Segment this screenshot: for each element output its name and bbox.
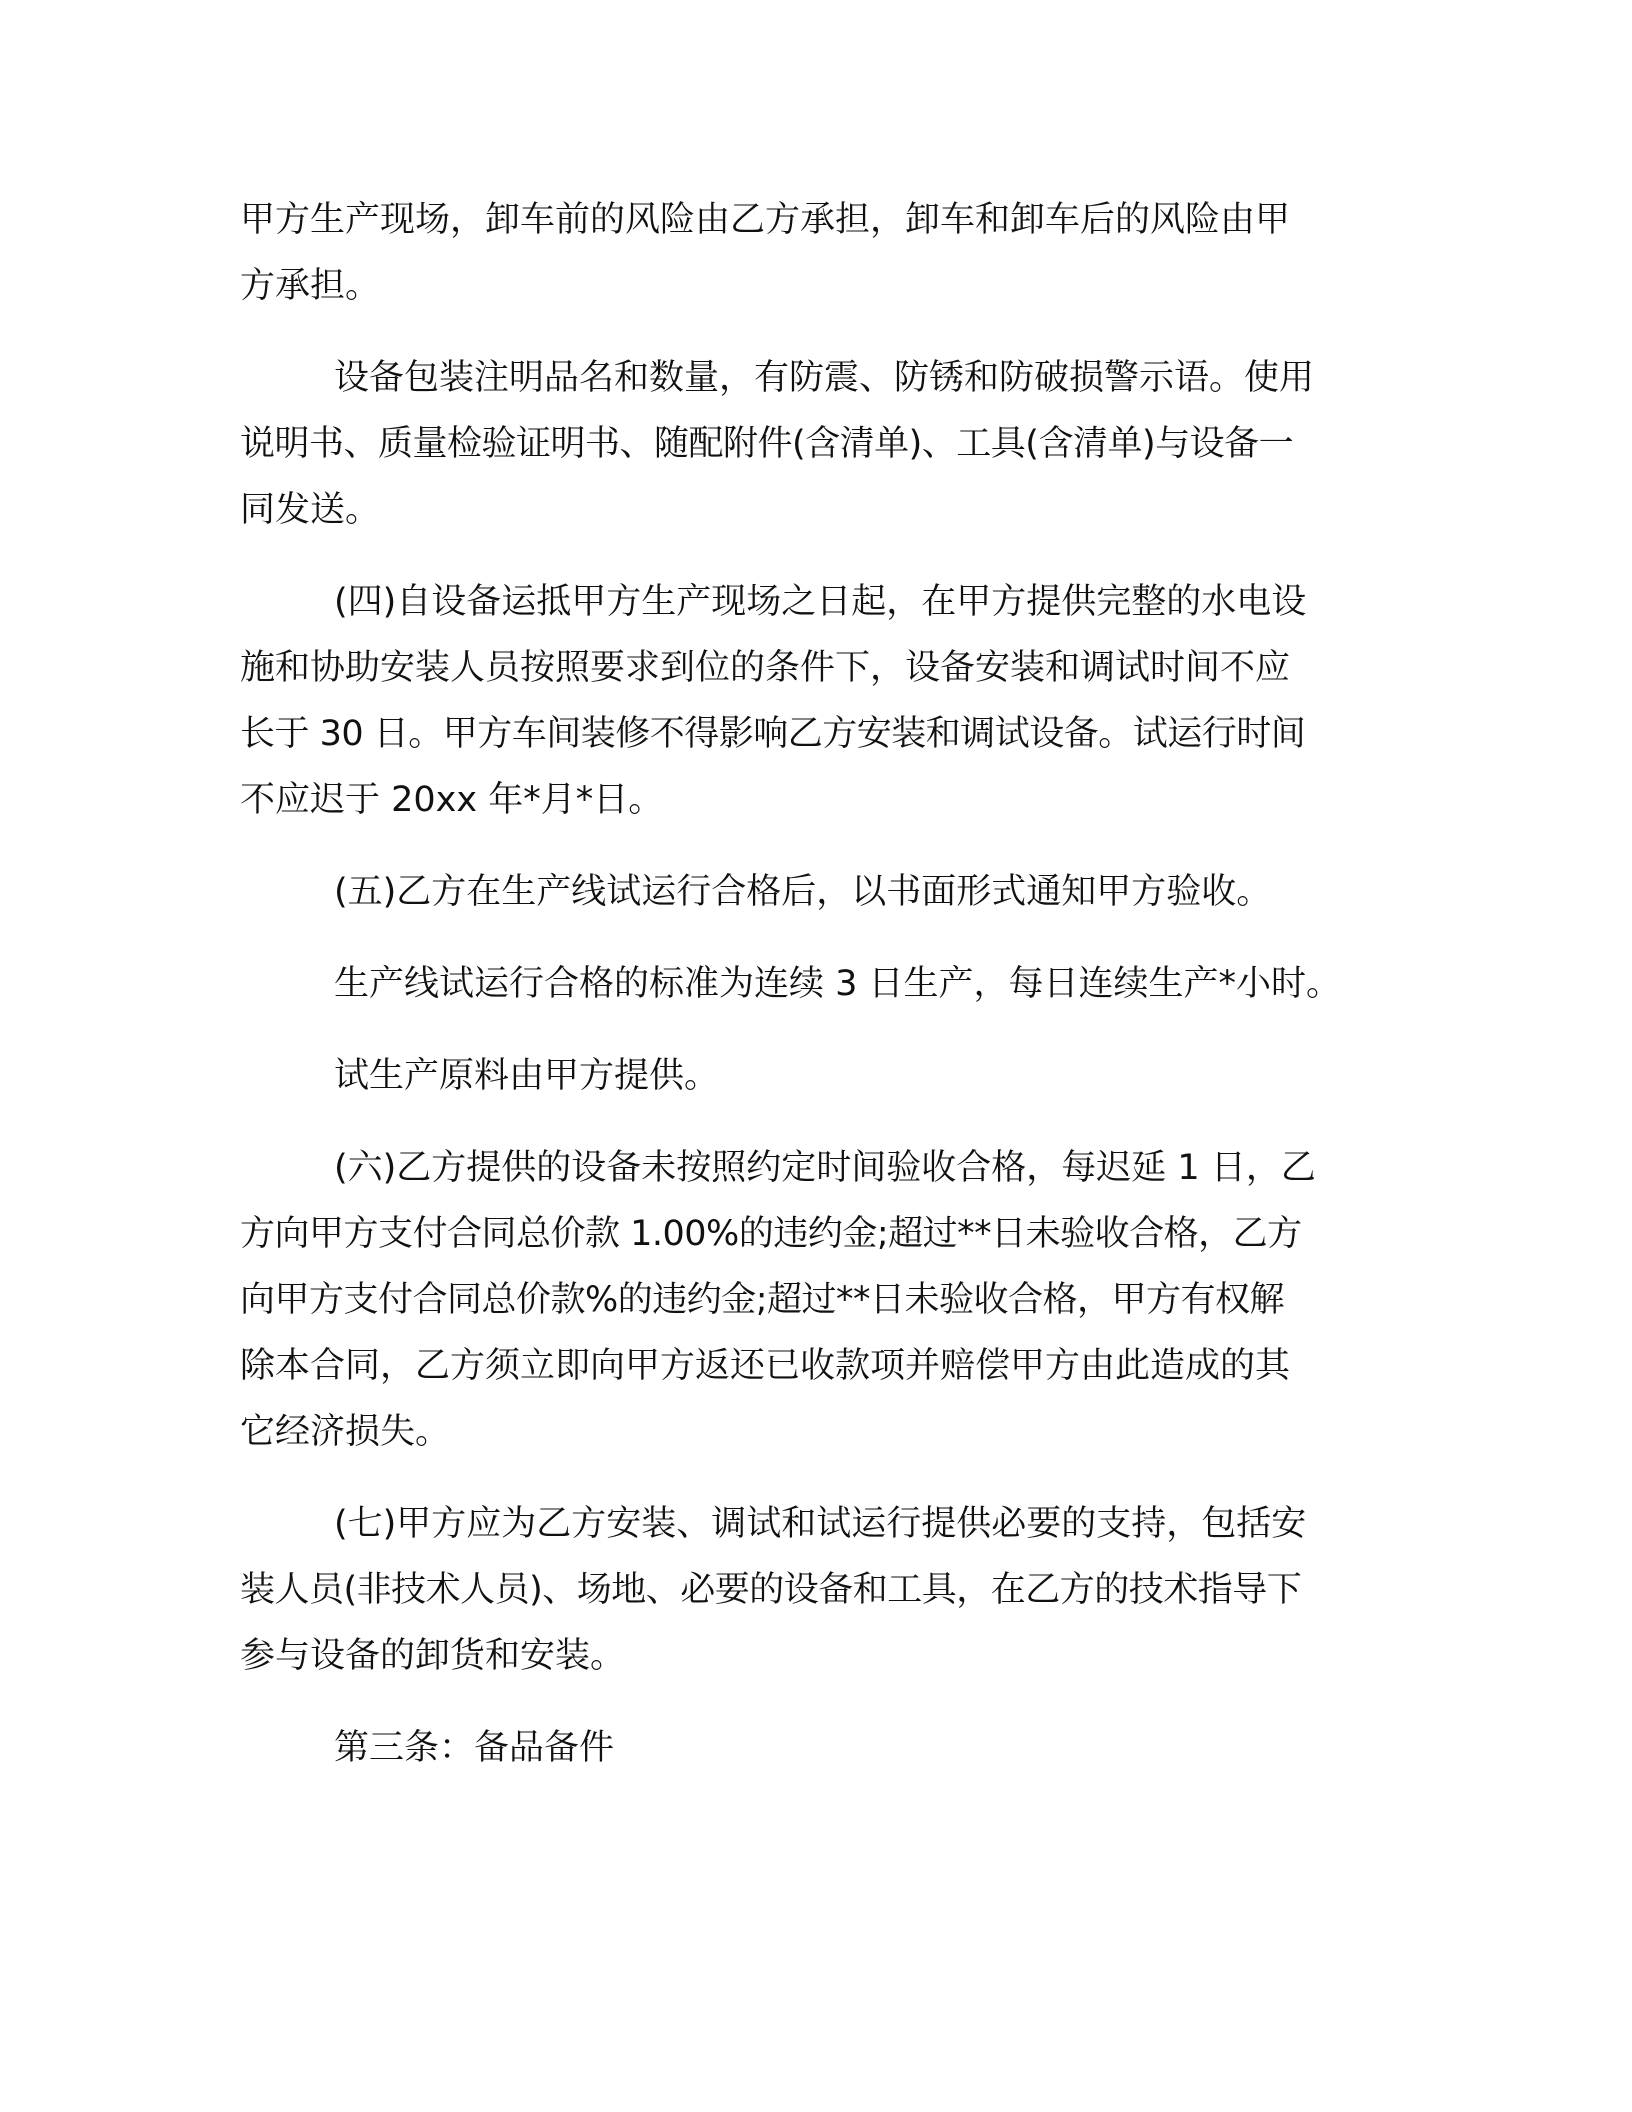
section-heading: 第三条：备品备件 bbox=[334, 1728, 615, 1768]
text-line: (六)乙方提供的设备未按照约定时间验收合格，每迟延 1 日，乙 bbox=[334, 1148, 1316, 1188]
text-line: 生产线试运行合格的标准为连续 3 日生产，每日连续生产*小时。 bbox=[334, 964, 1342, 1004]
text-line: 不应迟于 20xx 年*月*日。 bbox=[240, 780, 664, 820]
text-line: 装人员(非技术人员)、场地、必要的设备和工具，在乙方的技术指导下 bbox=[240, 1570, 1302, 1610]
text-line: 设备包装注明品名和数量，有防震、防锈和防破损警示语。使用 bbox=[334, 358, 1315, 398]
text-line: 方承担。 bbox=[240, 266, 381, 306]
text-line: 试生产原料由甲方提供。 bbox=[334, 1056, 720, 1096]
text-line: 它经济损失。 bbox=[240, 1412, 451, 1452]
text-line: (七)甲方应为乙方安装、调试和试运行提供必要的支持，包括安 bbox=[334, 1504, 1307, 1544]
text-line: 说明书、质量检验证明书、随配附件(含清单)、工具(含清单)与设备一 bbox=[240, 424, 1294, 464]
text-line: (五)乙方在生产线试运行合格后，以书面形式通知甲方验收。 bbox=[334, 872, 1272, 912]
text-line: 除本合同，乙方须立即向甲方返还已收款项并赔偿甲方由此造成的其 bbox=[240, 1346, 1291, 1386]
text-line: (四)自设备运抵甲方生产现场之日起，在甲方提供完整的水电设 bbox=[334, 582, 1307, 622]
text-line: 同发送。 bbox=[240, 490, 381, 530]
text-line: 施和协助安装人员按照要求到位的条件下，设备安装和调试时间不应 bbox=[240, 648, 1291, 688]
text-line: 甲方生产现场，卸车前的风险由乙方承担，卸车和卸车后的风险由甲 bbox=[240, 200, 1291, 240]
text-line: 参与设备的卸货和安装。 bbox=[240, 1636, 626, 1676]
text-line: 向甲方支付合同总价款%的违约金;超过**日未验收合格，甲方有权解 bbox=[240, 1280, 1285, 1320]
text-line: 方向甲方支付合同总价款 1.00%的违约金;超过**日未验收合格，乙方 bbox=[240, 1214, 1302, 1254]
text-line: 长于 30 日。甲方车间装修不得影响乙方安装和调试设备。试运行时间 bbox=[240, 714, 1306, 754]
